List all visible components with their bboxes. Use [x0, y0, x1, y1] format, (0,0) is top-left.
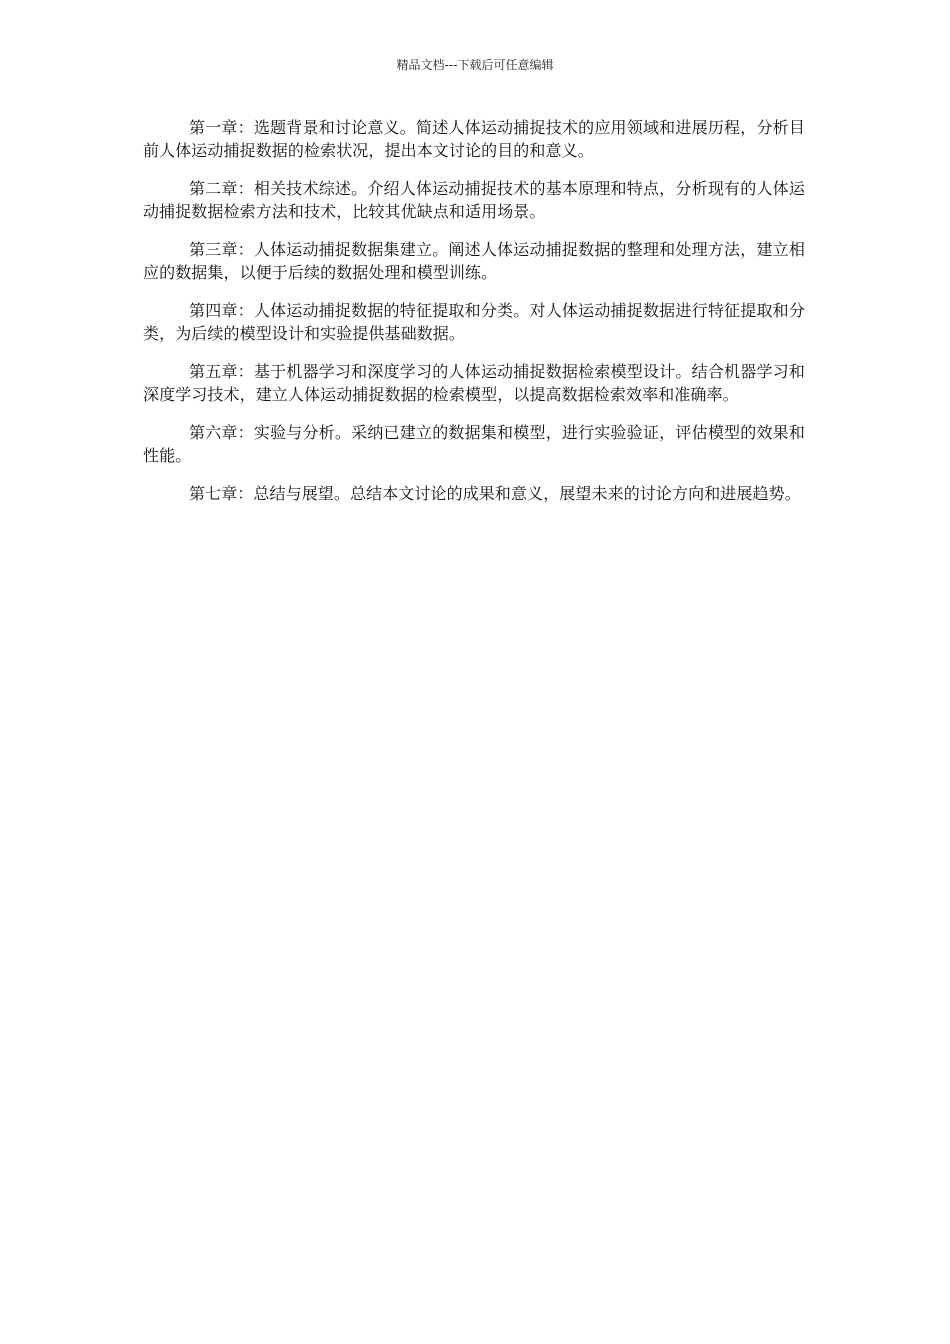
page-header: 精品文档---下载后可任意编辑 — [396, 58, 554, 72]
chapter-3-paragraph: 第三章：人体运动捕捉数据集建立。阐述人体运动捕捉数据的整理和处理方法，建立相应的数据集，以便于后续的数据处理和模型训练。 — [143, 240, 805, 282]
chapter-4-paragraph: 第四章：人体运动捕捉数据的特征提取和分类。对人体运动捕捉数据进行特征提取和分类，为后续的模型设计和实验提供基础数据。 — [143, 301, 805, 343]
document-body — [143, 116, 805, 520]
chapter-5-paragraph: 第五章：基于机器学习和深度学习的人体运动捕捉数据检索模型设计。结合机器学习和深度学习技术，建立人体运动捕捉数据的检索模型，以提高数据检索效率和准确率。 — [143, 362, 805, 404]
chapter-6-paragraph: 第六章：实验与分析。采纳已建立的数据集和模型，进行实验验证，评估模型的效果和性能。 — [143, 423, 805, 465]
chapter-7-paragraph: 第七章：总结与展望。总结本文讨论的成果和意义，展望未来的讨论方向和进展趋势。 — [189, 484, 801, 503]
chapter-2-paragraph: 第二章：相关技术综述。介绍人体运动捕捉技术的基本原理和特点，分析现有的人体运动捕捉数据检索方法和技术，比较其优缺点和适用场景。 — [143, 179, 805, 221]
chapter-1-paragraph: 第一章：选题背景和讨论意义。简述人体运动捕捉技术的应用领域和进展历程，分析目前人体运动捕捉数据的检索状况，提出本文讨论的目的和意义。 — [143, 118, 805, 160]
